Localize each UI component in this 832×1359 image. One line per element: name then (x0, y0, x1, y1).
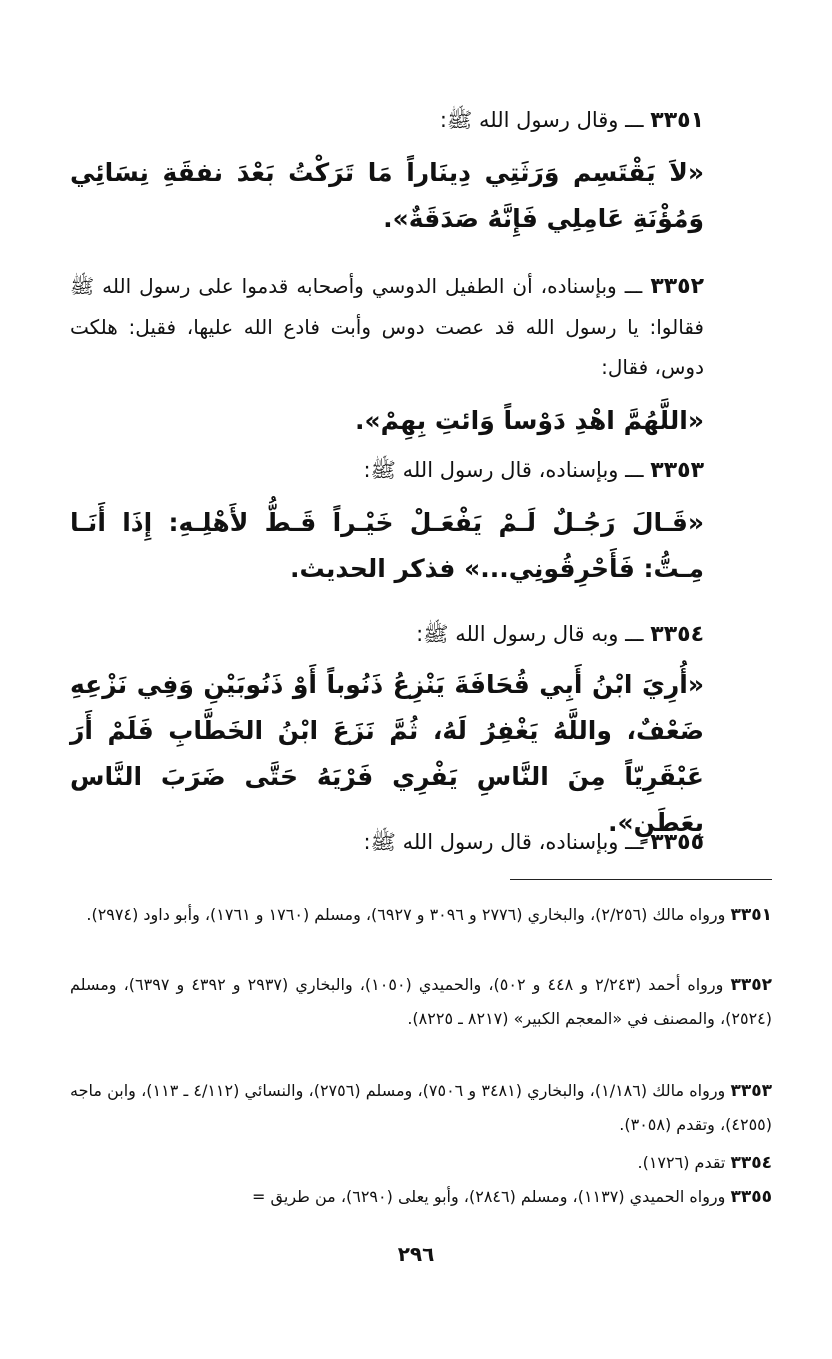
hadith-3354-text: «أُرِيَ ابْنُ أَبِي قُحَافَةَ يَنْزِعُ ذَنُوباً أَوْ ذَنُوبَيْنِ وَفِي نَزْعِهِ ضَعْفٌ، واللَّهُ يَغْفِرُ لَهُ، ثُمَّ نَزَعَ ابْنُ الخَطَّابِ فَلَمْ أَرَ عَبْقَرِيّاً مِنَ النَّاسِ يَفْرِي فَرْيَهُ حَتَّى ضَرَبَ النَّاس بِعَطَنٍ». (70, 670, 704, 837)
hadith-intro: وبإسناده، قال رسول الله ﷺ: (363, 458, 619, 482)
footnote-3351 (70, 898, 772, 932)
hadith-dash: ـــ (618, 622, 644, 646)
hadith-intro: وبإسناده، قال رسول الله ﷺ: (363, 830, 619, 854)
hadith-dash: ـــ (618, 108, 644, 132)
footnote-number: ٣٣٥١ (730, 905, 772, 925)
hadith-number: ٣٣٥٣ (650, 458, 704, 483)
hadith-3351-heading (70, 100, 704, 141)
footnote-3352 (70, 968, 772, 1036)
hadith-3353-text: «قَـالَ رَجُـلٌ لَـمْ يَفْعَـلْ خَيْـراً قَـطُّ لأَهْلِـهِ: إِذَا أَنَـا مِـتُّ: فَأَحْرِقُونِي...» فذكر الحديث. (70, 508, 704, 583)
footnote-number: ٣٣٥٥ (730, 1187, 772, 1207)
footnote-number: ٣٣٥٢ (730, 975, 772, 995)
hadith-3352-text: «اللَّهُمَّ اهْدِ دَوْساً وَائتِ بِهِمْ». (354, 406, 704, 435)
hadith-intro: وبإسناده، أن الطفيل الدوسي وأصحابه قدموا على رسول الله ﷺ فقالوا: يا رسول الله قد عصت دوس وأبت فادع الله عليها، فقيل: هلكت دوس، فقال: (70, 274, 704, 379)
hadith-3354-heading (70, 614, 704, 655)
hadith-number: ٣٣٥٢ (650, 274, 705, 299)
hadith-3353-heading (70, 450, 704, 491)
footnote-separator (510, 879, 772, 880)
hadith-3351-text: «لاَ يَقْتَسِم وَرَثَتِي دِينَاراً مَا تَرَكْتُ بَعْدَ نفقَةِ نِسَائِي وَمُؤْنَةِ عَامِلِي فَإِنَّهُ صَدَقَةٌ». (70, 158, 704, 233)
hadith-intro: وقال رسول الله ﷺ: (439, 108, 619, 132)
footnote-text: ورواه الحميدي (١١٣٧)، ومسلم (٢٨٤٦)، وأبو يعلى (٦٢٩٠)، من طريق = (252, 1187, 726, 1206)
footnote-text: ورواه مالك (٢/٢٥٦)، والبخاري (٢٧٧٦ و ٣٠٩٦ و ٦٩٢٧)، ومسلم (١٧٦٠ و ١٧٦١)، وأبو داود (٢٩٧٤). (86, 905, 726, 924)
hadith-number: ٣٣٥٤ (650, 622, 704, 647)
hadith-number: ٣٣٥٥ (650, 830, 704, 855)
hadith-dash: ـــ (616, 274, 643, 298)
hadith-3352-narration (70, 266, 704, 387)
hadith-3355-heading (70, 822, 704, 863)
hadith-number: ٣٣٥١ (650, 108, 704, 133)
page-number: ٢٩٦ (397, 1242, 435, 1266)
hadith-dash: ـــ (618, 830, 644, 854)
footnote-text: ورواه مالك (١/١٨٦)، والبخاري (٣٤٨١ و ٧٥٠٦)، ومسلم (٢٧٥٦)، والنسائي (٤/١١٢ ـ ١١٣)، وابن ماجه (٤٢٥٥)، وتقدم (٣٠٥٨). (70, 1081, 772, 1134)
footnote-number: ٣٣٥٣ (730, 1081, 772, 1101)
footnote-3353 (70, 1074, 772, 1142)
footnote-3354 (70, 1146, 772, 1180)
footnote-3355 (70, 1180, 772, 1214)
footnote-number: ٣٣٥٤ (730, 1153, 772, 1173)
hadith-intro: وبه قال رسول الله ﷺ: (416, 622, 619, 646)
hadith-dash: ـــ (618, 458, 644, 482)
footnote-text: تقدم (١٧٢٦). (637, 1153, 726, 1172)
footnote-text: ورواه أحمد (٢/٢٤٣ و ٤٤٨ و ٥٠٢)، والحميدي (١٠٥٠)، والبخاري (٢٩٣٧ و ٤٣٩٢ و ٦٣٩٧)، ومسلم (٢٥٢٤)، والمصنف في «المعجم الكبير» (٨٢١٧ ـ ٨٢٢٥). (70, 975, 772, 1028)
